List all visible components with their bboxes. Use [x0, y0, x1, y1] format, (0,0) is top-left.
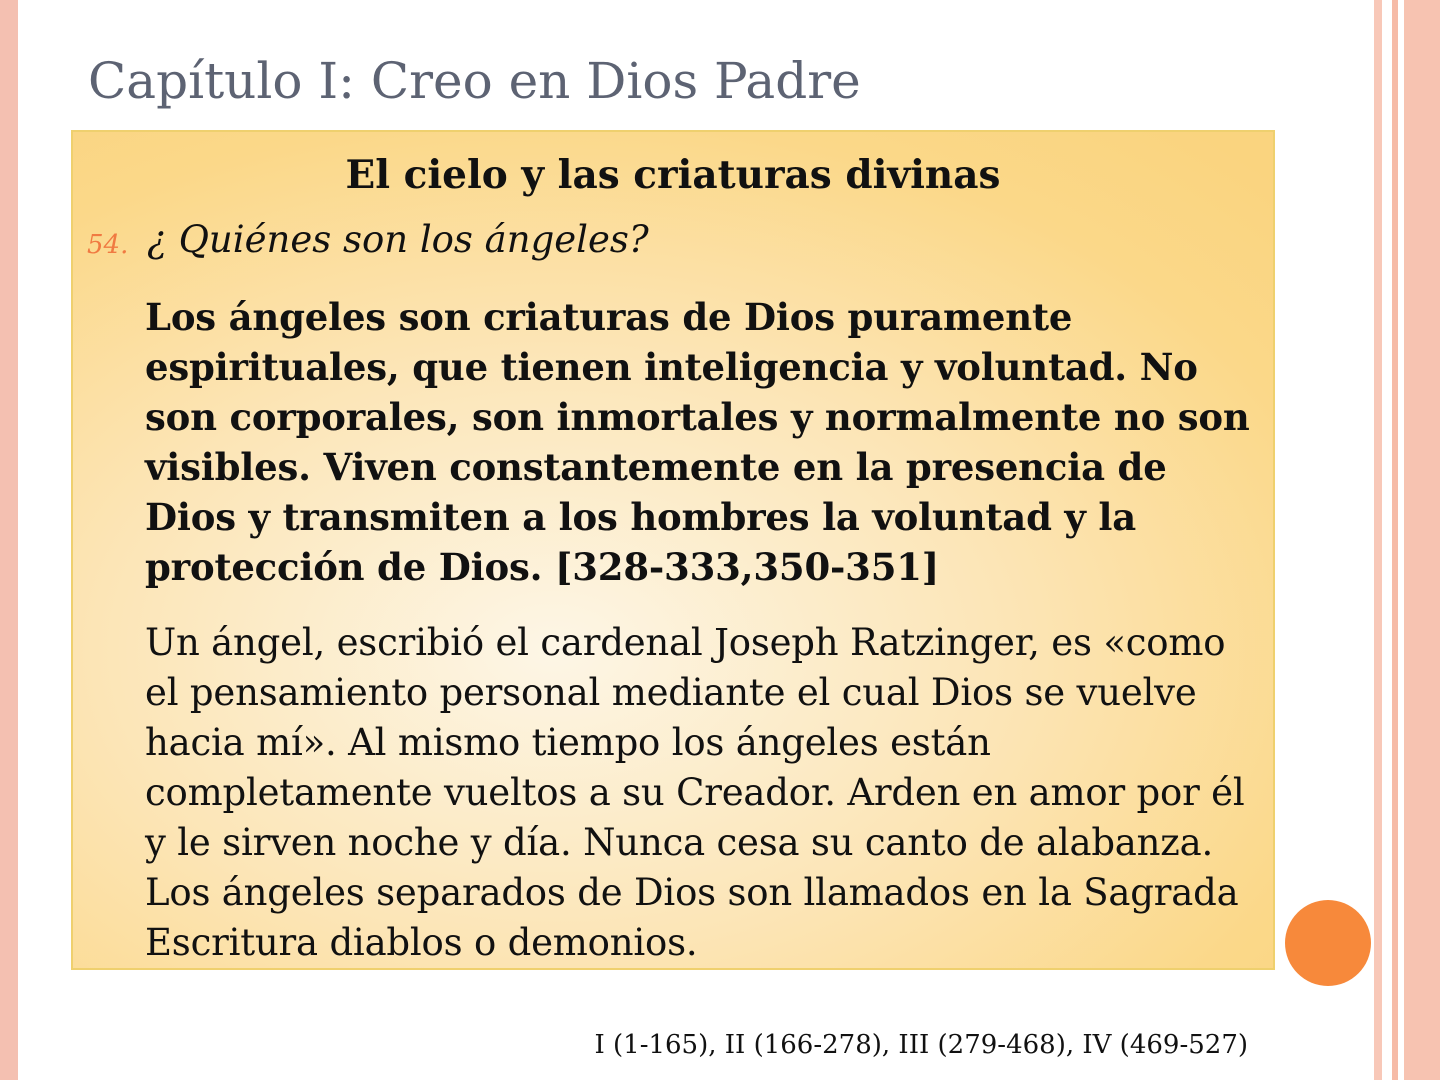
answer-text: Los ángeles son criaturas de Dios puramente espirituales, que tienen inteligencia y voluntad. No son corporales, son inmortales y normalmente no son visibles. Viven constantemente en la presencia de Dios y transmiten a los hombres la voluntad y la protección de Dios. [328-333,350-351] [145, 295, 1250, 589]
right-decorative-stripes [1374, 0, 1440, 1080]
slide-title: Capítulo I: Creo en Dios Padre [88, 52, 861, 110]
footer-reference: I (1-165), II (166-278), III (279-468), IV (469-527) [594, 1030, 1248, 1060]
box-heading: El cielo y las criaturas divinas [345, 152, 1001, 198]
commentary-text: Un ángel, escribió el cardenal Joseph Ratzinger, es «como el pensamiento personal mediante el cual Dios se vuelve hacia mí». Al mismo tiempo los ángeles están completamente vueltos a su Creador. Arden en amor por él y le sirven noche y día. Nunca cesa su canto de alabanza. Los ángeles separados de Dios son llamados en la Sagrada Escritura diablos o demonios. [145, 621, 1245, 964]
question-text: ¿ Quiénes son los ángeles? [147, 218, 649, 261]
orange-circle-decoration [1285, 900, 1371, 986]
left-decorative-stripe [0, 0, 18, 1080]
content-box [71, 130, 1275, 970]
question-number: 54. [87, 230, 129, 260]
